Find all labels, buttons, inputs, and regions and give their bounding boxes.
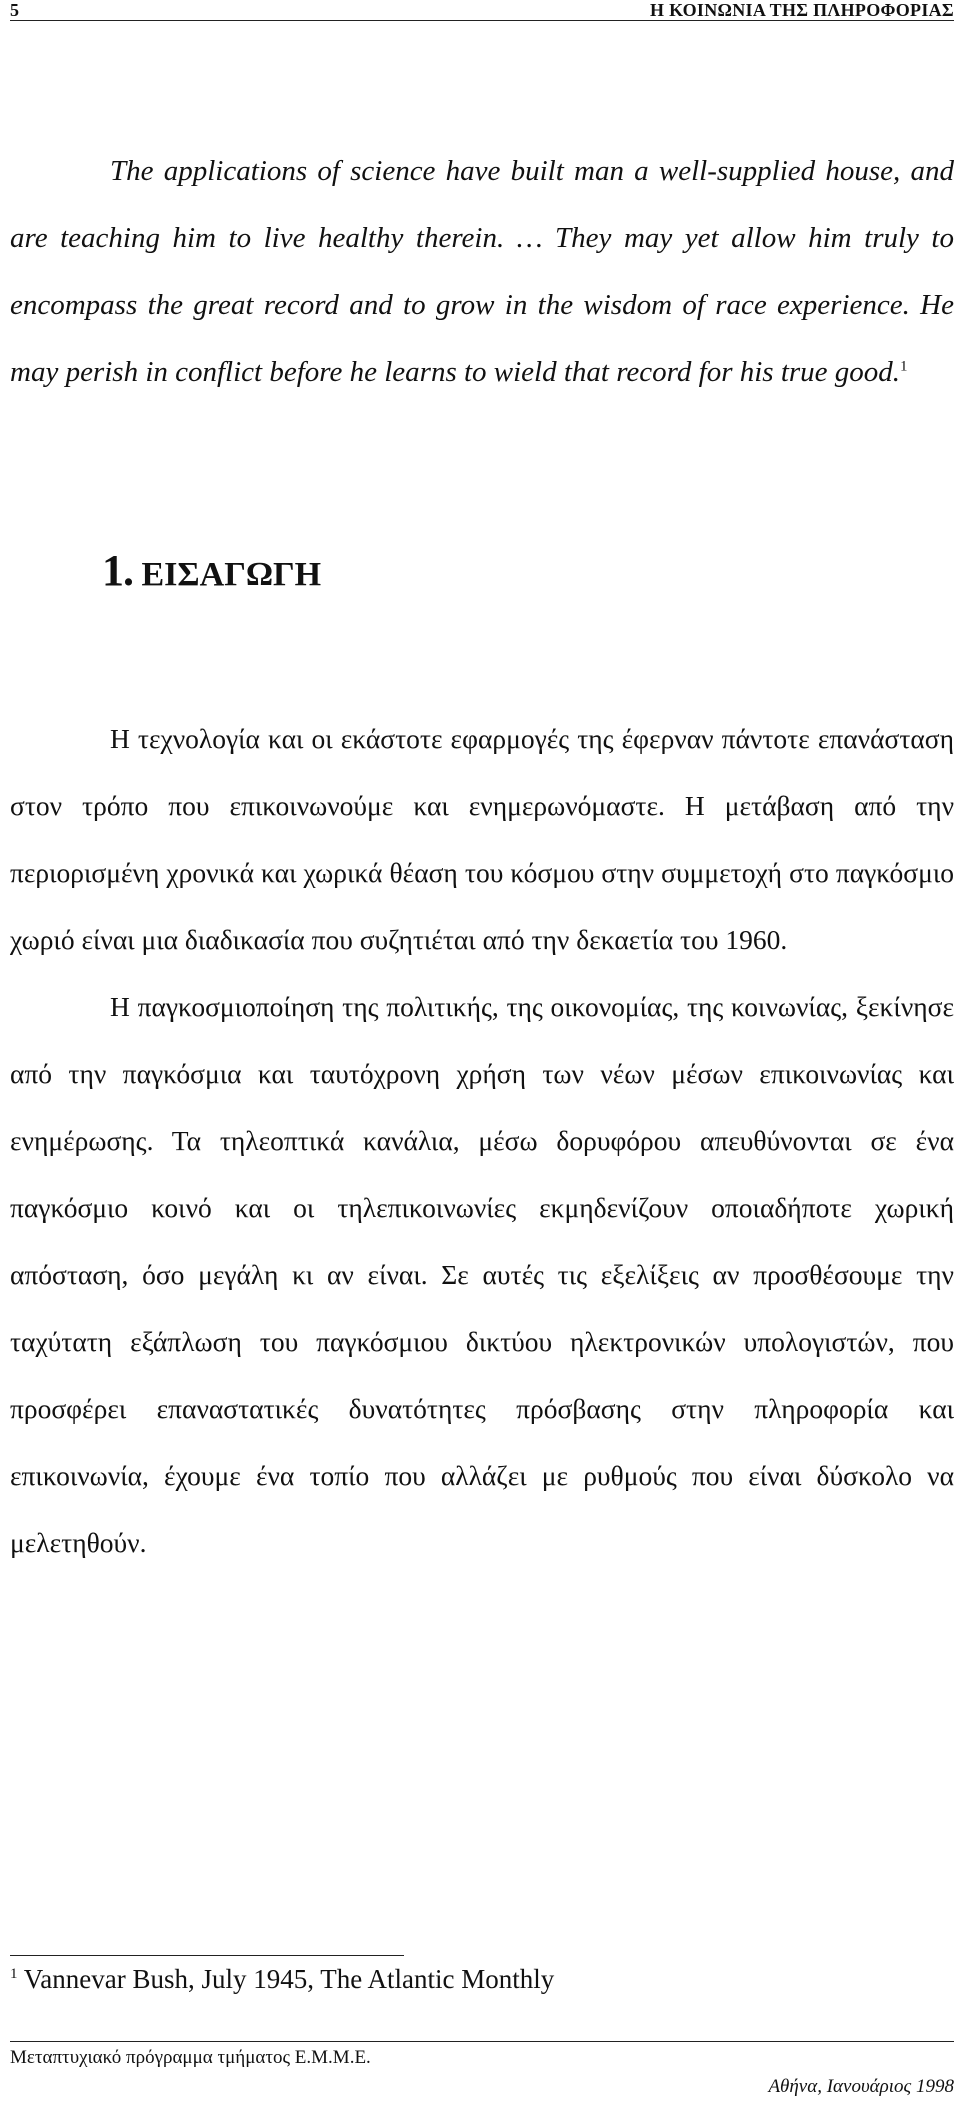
footer-program: Μεταπτυχιακό πρόγραμμα τμήματος Ε.Μ.Μ.Ε. [10, 2047, 371, 2068]
footer-rule [10, 2041, 954, 2042]
footer-date: Αθήνα, Ιανουάριος 1998 [768, 2076, 954, 2097]
footnote-text: Vannevar Bush, July 1945, The Atlantic Monthly [23, 1964, 555, 1994]
epigraph-quote [10, 138, 954, 406]
section-number: 1. [102, 546, 133, 595]
page-header [10, 0, 954, 18]
section-title: ΕΙΣΑΓΩΓΗ [141, 556, 322, 593]
epigraph-text: The applications of science have built man a well-supplied house, and are teaching him to live healthy therein. … They may yet allow him truly to encompass the great record and to grow in the wisdom of race experience. He may perish in conflict before he learns to wield that record for his true good. [10, 155, 954, 388]
footnote [10, 1964, 554, 1995]
body-text [10, 705, 954, 1576]
header-rule [10, 20, 954, 21]
running-title: Η ΚΟΙΝΩΝΙΑ ΤΗΣ ΠΛΗΡΟΦΟΡΙΑΣ [650, 0, 954, 20]
footnote-separator [10, 1955, 404, 1956]
body-paragraph: Η παγκοσμιοποίηση της πολιτικής, της οικονομίας, της κοινωνίας, ξεκίνησε από την παγκόσμια και ταυτόχρονη χρήση των νέων μέσων επικοινωνίας και ενημέρωσης. Τα τηλεοπτικά κανάλια, μέσω δορυφόρου απευθύνονται σε ένα παγκόσμιο κοινό και οι τηλεπικοινωνίες εκμηδενίζουν οποιαδήποτε χωρική απόσταση, όσο μεγάλη κι αν είναι. Σε αυτές τις εξελίξεις αν προσθέσουμε την ταχύτατη εξάπλωση του παγκόσμιου δικτύου ηλεκτρονικών υπολογιστών, που προσφέρει επαναστατικές δυνατότητες πρόσβασης στην πληροφορία και επικοινωνία, έχουμε ένα τοπίο που αλλάζει με ρυθμούς που είναι δύσκολο να μελετηθούν. [10, 991, 954, 1558]
page-number: 5 [10, 0, 19, 20]
footnote-reference[interactable]: 1 [900, 358, 908, 375]
document-page [10, 0, 954, 2104]
section-heading [102, 545, 321, 596]
body-paragraph: Η τεχνολογία και οι εκάστοτε εφαρμογές της έφερναν πάντοτε επανάσταση στον τρόπο που επικοινωνούμε και ενημερωνόμαστε. Η μετάβαση από την περιορισμένη χρονικά και χωρικά θέαση του κόσμου στην συμμετοχή στο παγκόσμιο χωριό είναι μια διαδικασία που συζητιέται από την δεκαετία του 1960. [10, 723, 954, 955]
footnote-mark: 1 [10, 1966, 18, 1982]
